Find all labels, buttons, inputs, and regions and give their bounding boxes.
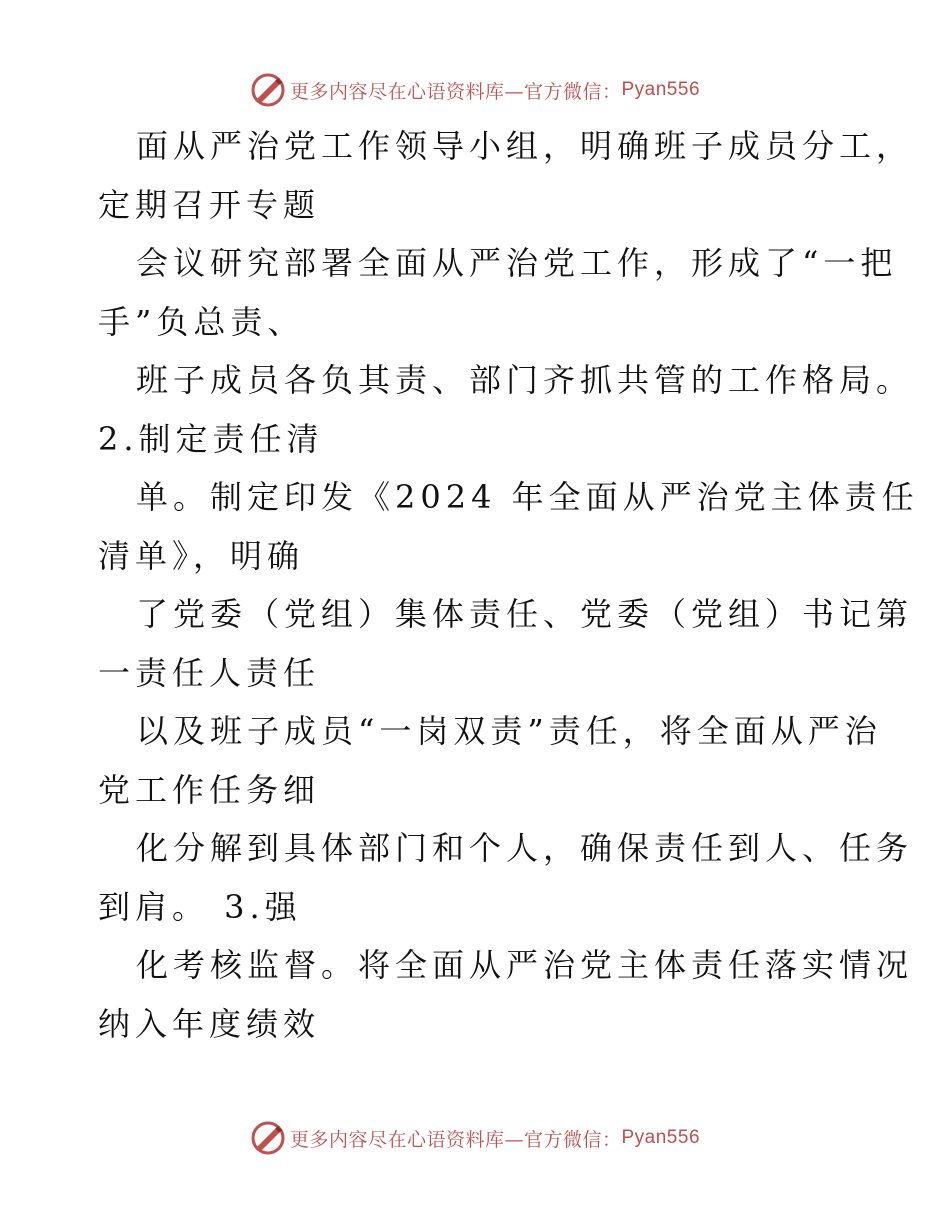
header-watermark — [0, 70, 950, 110]
pen-logo-icon — [250, 1120, 286, 1156]
text-line: 手”负总责、 — [98, 302, 305, 341]
watermark-text: 更多内容尽在心语资料库—官方微信： — [289, 80, 622, 103]
text-line: 化考核监督。将全面从严治党主体责任落实情况 — [136, 946, 914, 984]
text-line: 单。制定印发《2024 年全面从严治党主体责任 — [136, 478, 919, 516]
text-line: 了党委（党组）集体责任、党委（党组）书记第 — [136, 595, 914, 633]
text-line: 会议研究部署全面从严治党工作，形成了“一把 — [136, 244, 898, 282]
watermark-text: 更多内容尽在心语资料库—官方微信： — [289, 1128, 622, 1151]
text-line: 纳入年度绩效 — [98, 1004, 321, 1043]
text-line: 2.制定责任清 — [98, 419, 324, 458]
text-line: 以及班子成员“一岗双责”责任，将全面从严治 — [136, 712, 882, 750]
watermark-wechat-id: Pyan556 — [621, 79, 701, 100]
text-line: 到肩。 3.强 — [98, 887, 302, 926]
text-line: 班子成员各负其责、部门齐抓共管的工作格局。 — [136, 361, 914, 399]
text-line: 面从严治党工作领导小组，明确班子成员分工， — [136, 127, 914, 165]
document-body — [98, 117, 919, 1053]
footer-watermark — [0, 1118, 950, 1158]
pen-logo-icon — [250, 72, 286, 108]
text-line: 化分解到具体部门和个人，确保责任到人、任务 — [136, 829, 914, 867]
text-line: 一责任人责任 — [98, 653, 321, 692]
text-line: 党工作任务细 — [98, 770, 321, 809]
text-line: 清单》，明确 — [98, 536, 305, 575]
watermark-wechat-id: Pyan556 — [621, 1127, 701, 1148]
text-line: 定期召开专题 — [98, 185, 321, 224]
